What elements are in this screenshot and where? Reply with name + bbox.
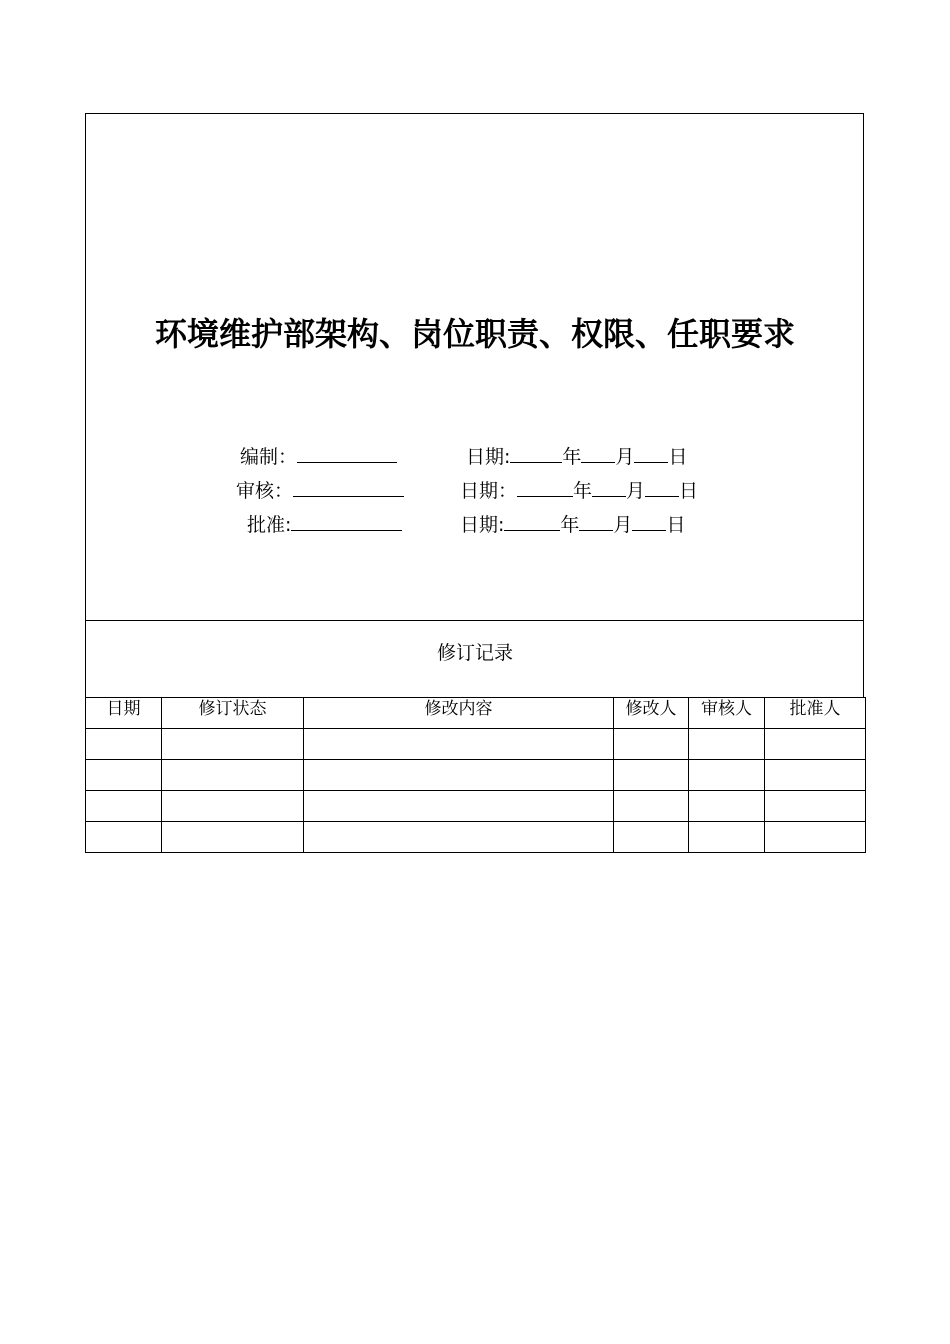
table-cell[interactable] [86, 822, 162, 853]
signature-blank[interactable] [297, 444, 397, 463]
month-label: 月 [626, 480, 646, 502]
revision-title: 修订记录 [436, 642, 513, 664]
document-title: 环境维护部架构、岗位职责、权限、任职要求 [154, 315, 795, 353]
revision-table-header [86, 698, 866, 729]
table-cell[interactable] [614, 729, 689, 760]
table-cell[interactable] [304, 791, 614, 822]
signoff-row-approve [247, 512, 402, 538]
signature-blank[interactable] [291, 512, 402, 531]
day-label: 日 [679, 480, 699, 502]
day-label: 日 [668, 446, 688, 468]
table-cell[interactable] [162, 822, 304, 853]
day-blank[interactable] [634, 444, 668, 463]
table-cell[interactable] [86, 791, 162, 822]
table-cell[interactable] [765, 729, 866, 760]
day-blank[interactable] [645, 478, 679, 497]
day-blank[interactable] [632, 512, 666, 531]
table-cell[interactable] [689, 822, 765, 853]
month-blank[interactable] [579, 512, 613, 531]
revision-table [85, 697, 866, 853]
month-label: 月 [615, 446, 635, 468]
table-cell[interactable] [86, 760, 162, 791]
year-label: 年 [573, 480, 593, 502]
table-cell[interactable] [765, 822, 866, 853]
year-blank[interactable] [517, 478, 573, 497]
signoff-row-review [236, 478, 404, 504]
month-blank[interactable] [581, 444, 615, 463]
signoff-date-compile [466, 444, 687, 470]
table-cell[interactable] [614, 760, 689, 791]
table-cell[interactable] [162, 791, 304, 822]
table-cell[interactable] [689, 729, 765, 760]
signoff-label: 批准: [247, 514, 292, 536]
date-label: 日期: [460, 514, 505, 536]
table-cell[interactable] [162, 729, 304, 760]
year-blank[interactable] [510, 444, 562, 463]
header-revision-status: 修订状态 [162, 698, 304, 729]
year-blank[interactable] [504, 512, 560, 531]
table-cell[interactable] [614, 822, 689, 853]
signoff-label: 编制： [240, 446, 298, 468]
table-cell[interactable] [765, 791, 866, 822]
signoff-row-compile [240, 444, 397, 470]
table-cell[interactable] [689, 791, 765, 822]
table-cell[interactable] [86, 729, 162, 760]
signature-blank[interactable] [293, 478, 404, 497]
day-label: 日 [666, 514, 686, 536]
cover-frame [85, 113, 864, 621]
header-modifier: 修改人 [614, 698, 689, 729]
signoff-date-approve [460, 512, 685, 538]
header-date: 日期 [86, 698, 162, 729]
table-cell[interactable] [614, 791, 689, 822]
signoff-label: 审核： [236, 480, 294, 502]
table-row [86, 760, 866, 791]
table-cell[interactable] [765, 760, 866, 791]
table-row [86, 822, 866, 853]
month-blank[interactable] [592, 478, 626, 497]
table-cell[interactable] [162, 760, 304, 791]
header-approver: 批准人 [765, 698, 866, 729]
year-label: 年 [562, 446, 582, 468]
table-cell[interactable] [689, 760, 765, 791]
header-change-content: 修改内容 [304, 698, 614, 729]
table-cell[interactable] [304, 729, 614, 760]
date-label: 日期: [466, 446, 511, 468]
table-row [86, 729, 866, 760]
date-label: 日期： [460, 480, 518, 502]
year-label: 年 [560, 514, 580, 536]
table-cell[interactable] [304, 822, 614, 853]
month-label: 月 [613, 514, 633, 536]
table-cell[interactable] [304, 760, 614, 791]
signoff-date-review [460, 478, 698, 504]
header-reviewer: 审核人 [689, 698, 765, 729]
table-row [86, 791, 866, 822]
